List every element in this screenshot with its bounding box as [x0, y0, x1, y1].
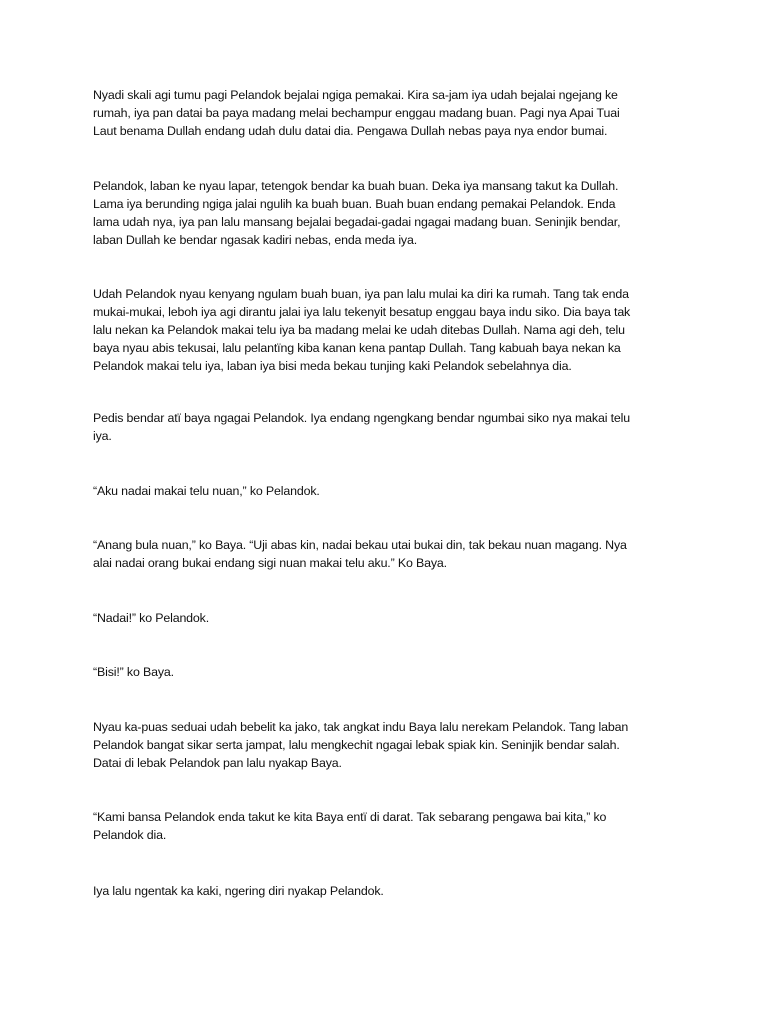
paragraph-6: [93, 536, 683, 572]
text-line: Pedis bendar atï baya ngagai Pelandok. Iya endang ngengkang bendar ngumbai siko nya makai telu: [93, 411, 630, 425]
text-line: “Anang bula nuan,” ko Baya. “Uji abas kin, nadai bekau utai bukai din, tak bekau nuan magang. Nya: [93, 538, 627, 552]
text-line: Pelandok dia.: [93, 828, 167, 842]
text-line: Laut benama Dullah endang udah dulu datai dia. Pengawa Dullah nebas paya nya endor bumai.: [93, 124, 608, 138]
text-line: baya nyau abis tekusai, lalu pelantïng kiba kanan kena pantap Dullah. Tang kabuah baya nekan ka: [93, 341, 621, 355]
paragraph-3: [93, 285, 683, 375]
text-line: Pelandok makai telu iya, laban iya bisi meda bekau tunjing kaki Pelandok sebelahnya dia.: [93, 359, 572, 373]
paragraph-4: [93, 409, 683, 445]
text-line: Pelandok bangat sikar serta jampat, lalu mengkechit ngagai lebak spiak kin. Seninjik bendar salah.: [93, 738, 620, 752]
paragraph-2: [93, 177, 683, 249]
text-line: “Kami bansa Pelandok enda takut ke kita Baya entï di darat. Tak sebarang pengawa bai kita,” ko: [93, 810, 607, 824]
text-line: “Aku nadai makai telu nuan,” ko Pelandok.: [93, 484, 320, 498]
text-line: alai nadai orang bukai endang sigi nuan makai telu aku.” Ko Baya.: [93, 556, 447, 570]
paragraph-10: [93, 808, 683, 844]
text-line: Udah Pelandok nyau kenyang ngulam buah buan, iya pan lalu mulai ka diri ka rumah. Tang tak enda: [93, 287, 629, 301]
text-line: “Bisi!” ko Baya.: [93, 665, 174, 679]
paragraph-11: [93, 882, 683, 900]
text-line: Nyau ka-puas seduai udah bebelit ka jako, tak angkat indu Baya lalu nerekam Pelandok. Tang laban: [93, 720, 629, 734]
text-line: lama udah nya, iya pan lalu mansang bejalai begadai-gadai ngagai madang buan. Seninjik bendar,: [93, 215, 621, 229]
text-line: laban Dullah ke bendar ngasak kadiri nebas, enda meda iya.: [93, 233, 418, 247]
text-line: lalu nekan ka Pelandok makai telu iya ba madang melai ke udah ditebas Dullah. Nama agi deh, telu: [93, 323, 625, 337]
text-line: Pelandok, laban ke nyau lapar, tetengok bendar ka buah buan. Deka iya mansang takut ka Dullah.: [93, 179, 619, 193]
paragraph-8: [93, 663, 683, 681]
text-line: Nyadi skali agi tumu pagi Pelandok bejalai ngiga pemakai. Kira sa-jam iya udah bejalai ngejang ke: [93, 88, 618, 102]
paragraph-1: [93, 86, 683, 140]
paragraph-7: [93, 609, 683, 627]
text-line: Iya lalu ngentak ka kaki, ngering diri nyakap Pelandok.: [93, 884, 384, 898]
paragraph-5: [93, 482, 683, 500]
text-line: iya.: [93, 429, 112, 443]
text-line: Lama iya berunding ngiga jalai ngulih ka buah buan. Buah buan endang pemakai Pelandok. Enda: [93, 197, 616, 211]
text-line: rumah, iya pan datai ba paya madang melai bechampur enggau madang buan. Pagi nya Apai Tuai: [93, 106, 620, 120]
paragraph-9: [93, 718, 683, 772]
text-line: mukai-mukai, leboh iya agi dirantu jalai iya lalu tekenyit besatup enggau baya indu siko. Dia baya tak: [93, 305, 631, 319]
text-line: Datai di lebak Pelandok pan lalu nyakap Baya.: [93, 756, 342, 770]
text-line: “Nadai!” ko Pelandok.: [93, 611, 210, 625]
